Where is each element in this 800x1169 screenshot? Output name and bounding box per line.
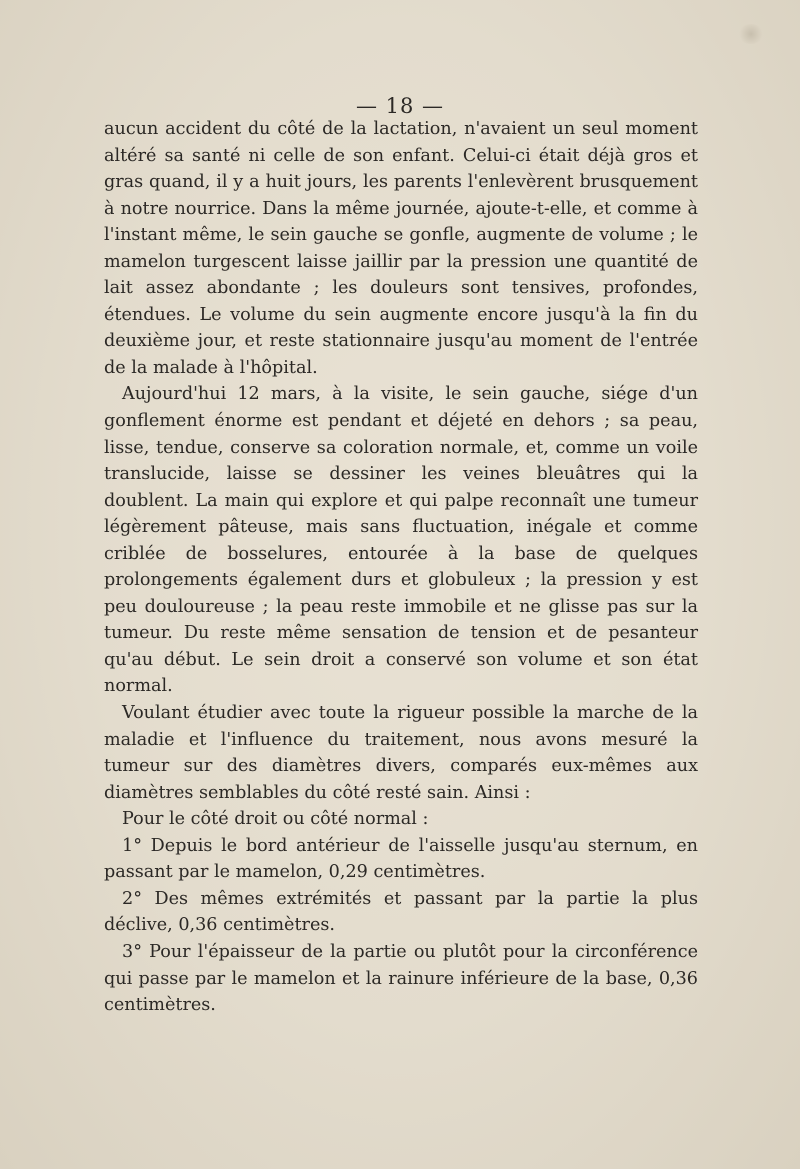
- paragraph-measurement-intro: Voulant étudier avec toute la rigueur possible la marche de la maladie et l'influence du traitement, nous avons mesuré la tumeur sur des diamètres divers, comparés eux-mêmes aux diamètres semblables du côté resté sain. Ainsi :: [104, 703, 698, 803]
- paper-stain: [738, 24, 764, 44]
- measurement-item-1: 1° Depuis le bord antérieur de l'aisselle jusqu'au sternum, en passant par le mamelon, 0,29 centimètres.: [104, 835, 698, 883]
- measurement-item-3: 3° Pour l'épaisseur de la partie ou plutôt pour la circonférence qui passe par le mamelon et la rainure inférieure de la base, 0,36 centimètres.: [104, 941, 698, 1016]
- paragraph-examination: Aujourd'hui 12 mars, à la visite, le sein gauche, siége d'un gonflement énorme est pendant et déjeté en dehors ; sa peau, lisse, tendue, conserve sa coloration normale, et, comme un voile translucide, laisse se dessiner les veines bleuâtres qui la doublent. La main qui explore et qui palpe reconnaît une tumeur légèrement pâteuse, mais sans fluctuation, inégale et comme criblée de bosselures, entourée à la base de quelques prolongements également durs et globuleux ; la pression y est peu douloureuse ; la peau reste immobile et ne glisse pas sur la tumeur. Du reste même sensation de tension et de pesanteur qu'au début. Le sein droit a conservé son volume et son état normal.: [104, 384, 698, 697]
- page-number: — 18 —: [355, 94, 445, 118]
- paragraph-continuation: aucun accident du côté de la lactation, n'avaient un seul moment altéré sa santé ni celle de son enfant. Celui-ci était déjà gros et gras quand, il y a huit jours, les parents l'enlevèrent brusquement à notre nourrice. Dans la même journée, ajoute-t-elle, et comme à l'instant même, le sein gauche se gonfle, augmente de volume ; le mamelon turgescent laisse jaillir par la pression une quantité de lait assez abondante ; les douleurs sont tensives, profondes, étendues. Le volume du sein augmente encore jusqu'à la fin du deuxième jour, et reste stationnaire jusqu'au moment de l'entrée de la malade à l'hôpital.: [104, 119, 698, 378]
- page-body: [104, 116, 698, 1019]
- paragraph-normal-side: Pour le côté droit ou côté normal :: [122, 809, 429, 830]
- measurement-item-2: 2° Des mêmes extrémités et passant par la partie la plus déclive, 0,36 centimètres.: [104, 888, 698, 936]
